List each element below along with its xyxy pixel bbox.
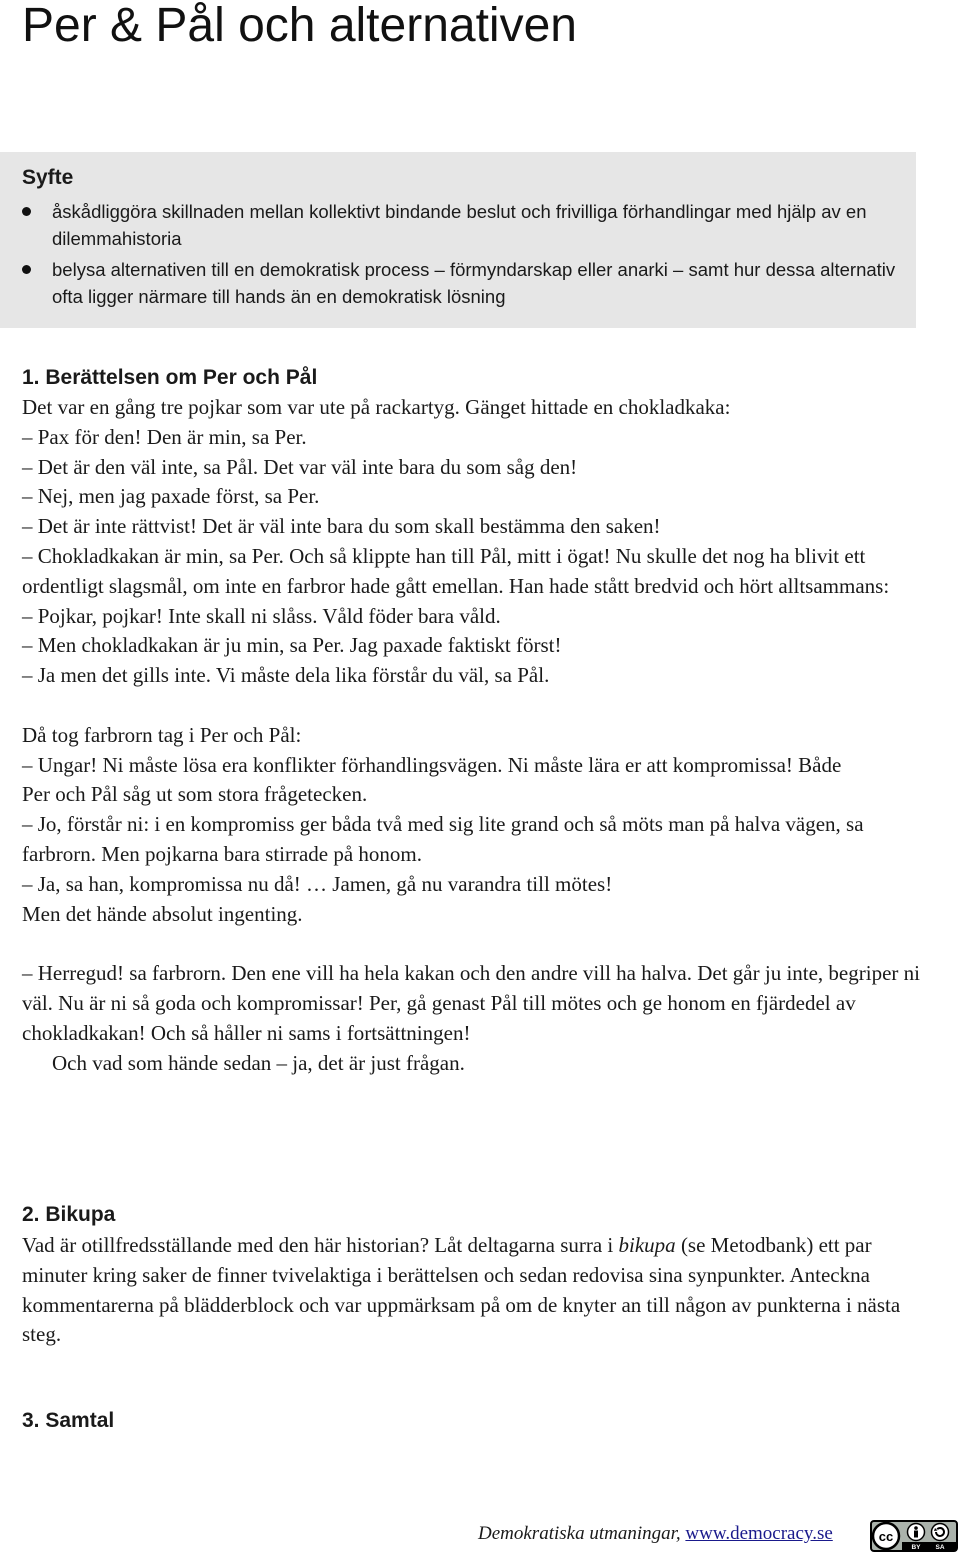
dialog-line: – Pojkar, pojkar! Inte skall ni slåss. Våld föder bara våld. (22, 603, 501, 628)
story-paragraph: – Ja, sa han, kompromissa nu då! … Jamen, gå nu varandra till mötes! (22, 871, 613, 896)
bullet-dot-icon (22, 207, 31, 216)
bullet-dot-icon (22, 265, 31, 274)
story-paragraph: Men det hände absolut ingenting. (22, 901, 303, 926)
section-2-heading: 2. Bikupa (22, 1203, 116, 1226)
dialog-line: – Det är den väl inte, sa Pål. Det var väl inte bara du som såg den! (22, 454, 578, 479)
bikupa-text (22, 1231, 922, 1350)
purpose-bullet-list (22, 198, 902, 314)
story-paragraph: – Chokladkakan är min, sa Per. Och så klippte han till Pål, mitt i ögat! Nu skulle det nog ha blivit ett ordentligt slagsmål, om inte en farbror hade gått emellan. Han hade stått bredvid och hört alltsammans: (22, 543, 890, 598)
bikupa-term: bikupa (618, 1233, 676, 1257)
story-paragraph: Då tog farbrorn tag i Per och Pål: (22, 722, 302, 747)
purpose-bullet-text: belysa alternativen till en demokratisk process – förmyndarskap eller anarki – samt hur dessa alternativ ofta ligger närmare till hands än en demokratisk lösning (52, 259, 896, 307)
footer (478, 1522, 833, 1546)
story-ending: Och vad som hände sedan – ja, det är just frågan. (52, 1050, 465, 1075)
dialog-line: – Nej, men jag paxade först, sa Per. (22, 484, 320, 509)
paragraph-gap (22, 691, 952, 721)
dialog-line: – Det är inte rättvist! Det är väl inte bara du som skall bestämma den saken! (22, 514, 661, 539)
story-text (22, 393, 952, 1078)
bikupa-text-part: Vad är otillfredsställande med den här historian? Låt deltagarna surra i (22, 1233, 619, 1257)
cc-license-icon[interactable] (870, 1520, 958, 1552)
footer-text: Demokratiska utmaningar, (478, 1523, 686, 1544)
purpose-heading: Syfte (22, 166, 74, 189)
dialog-line: – Men chokladkakan är ju min, sa Per. Jag paxade faktiskt först! (22, 633, 562, 658)
footer-link[interactable]: www.democracy.se (685, 1523, 833, 1544)
section-3-heading: 3. Samtal (22, 1409, 115, 1432)
cc-sa-text: SA (935, 1544, 945, 1551)
page-title: Per & Pål och alternativen (22, 0, 577, 52)
purpose-bullet (22, 198, 902, 252)
dialog-line: – Ja men det gills inte. Vi måste dela lika förstår du väl, sa Pål. (22, 663, 550, 688)
bikupa-text-part: (se Metodbank) ett par minuter kring saker de finner tvivelaktiga i berättelsen och sedan redovisa sina synpunkter. Anteckna kommentarerna på blädderblock och var uppmärksam på om de knyter an till någon av punkterna i nästa steg. (22, 1233, 901, 1347)
purpose-bullet (22, 256, 902, 310)
purpose-bullet-text: åskådliggöra skillnaden mellan kollektivt bindande beslut och frivilliga förhandlingar med hjälp av en dilemmahistoria (52, 201, 867, 249)
paragraph-gap (22, 929, 952, 959)
cc-mark-text: cc (878, 1529, 894, 1544)
story-paragraph: – Jo, förstår ni: i en kompromiss ger båda två med sig lite grand och så möts man på halva vägen, sa farbrorn. Men pojkarna bara stirrade på honom. (22, 812, 864, 866)
story-paragraph: – Ungar! Ni måste lösa era konflikter förhandlingsvägen. Ni måste lära er att kompromissa! Både Per och Pål såg ut som stora frågetecken. (22, 752, 842, 807)
dialog-line: – Pax för den! Den är min, sa Per. (22, 424, 307, 449)
story-paragraph: – Herregud! sa farbrorn. Den ene vill ha hela kakan och den andre vill ha halva. Det går ju inte, begriper ni väl. Nu är ni så goda och kompromissar! Per, gå genast Pål till mötes och ge honom en fjärdedel av chokladkakan! Och så håller ni sams i fortsättningen! (22, 961, 920, 1045)
section-1-heading: 1. Berättelsen om Per och Pål (22, 366, 318, 389)
cc-by-text: BY (911, 1544, 921, 1551)
story-intro: Det var en gång tre pojkar som var ute på rackartyg. Gänget hittade en chokladkaka: (22, 395, 731, 419)
